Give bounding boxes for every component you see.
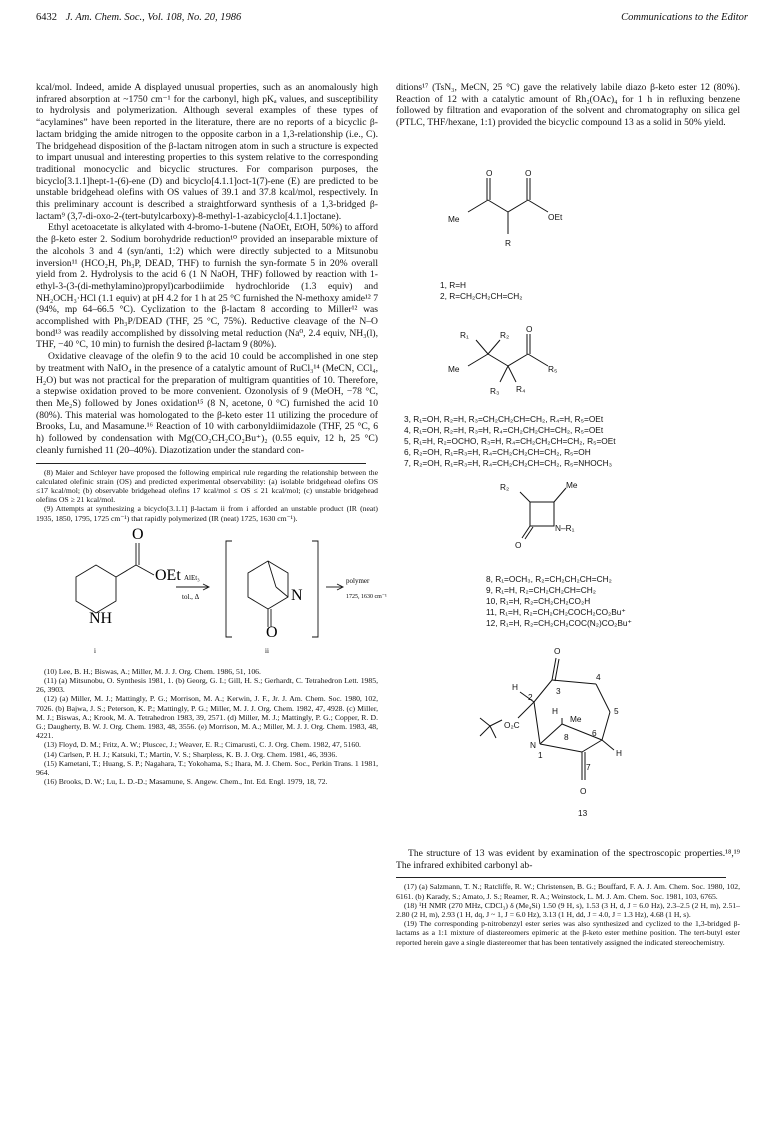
- compound-9-label: 9, R₁=H, R₂=CH₂CH₂CH=CH₂: [486, 585, 596, 595]
- struct1-label: 1, R=H: [440, 280, 467, 290]
- compound-7-label: 7, R₂=OH, R₁=R₃=H, R₄=CH₂CH₂CH=CH₂, R₅=NHOCH₃: [404, 458, 613, 468]
- section-title: Communications to the Editor: [621, 12, 748, 23]
- struct2-r1: R₁: [460, 330, 469, 340]
- structure-3-7: [440, 326, 640, 406]
- struct1-oet: OEt: [548, 212, 563, 222]
- s13-label: 13: [578, 808, 588, 818]
- compound-10-label: 10, R₁=H, R₂=CH₂CH₂CO₂H: [486, 596, 591, 606]
- compound-11-label: 11, R₁=H, R₂=CH₂CH₂COCH₂CO₂Bu⁺: [486, 607, 626, 617]
- s13-o-bottom: O: [580, 786, 587, 796]
- header-left: [36, 12, 241, 23]
- scheme-product: polymer: [346, 576, 370, 585]
- left-column: [36, 82, 387, 787]
- struct2-label-list: [404, 414, 744, 469]
- footnote-12: (12) (a) Miller, M. J.; Mattingly, P. G.; Morrison, M. A.; Kerwin, J. F., Jr. J. Am. Chem. Soc. 1980, 102, 7026. (b) Bajwa, J. S.; Peterson, K. P.; Mattingly, P. G.; Miller, M. J. J. Org. Chem. 1982, 47, 4928. (c) Miller, M. J.; Biswas, A.; Krook, M. A. Tetrahedron 1983, 39, 2571. (d) Miller, M. J.; Mattingly, P. G.; Copper, R. D. G.; Daugherty, B. W. J. Org. Chem. 1983, 48, 3556. (e) Morrison, M. A.; Miller, M. J. J. Org. Chem. 1983, 48, 4221.: [36, 694, 378, 741]
- footnote-15: (15) Kametani, T.; Huang, S. P.; Nagahara, T.; Yokohama, S.; Ihara, M. J. Chem. Soc., Perkin Trans. 1 1981, 964.: [36, 758, 378, 777]
- struct3-r2: R₂: [500, 482, 510, 492]
- compound-8-label: 8, R₁=OCH₃, R₂=CH₂CH₂CH=CH₂: [486, 574, 612, 584]
- s13-n8: 8: [564, 732, 569, 742]
- footnote-13: (13) Floyd, D. M.; Fritz, A. W.; Pluscec, J.; Weaver, E. R.; Cimarusti, C. J. Org. Chem. 1982, 47, 5160.: [44, 740, 361, 750]
- scheme-ii-o: O: [266, 623, 278, 641]
- scheme-label-ii: ii: [265, 646, 269, 655]
- page-number: 6432: [36, 12, 57, 23]
- paragraph-3: Oxidative cleavage of the olefin 9 to the acid 10 could be accomplished in one step by treatment with NaIO₄ in the presence of a catalytic amount of RuCl₃¹⁴ (MeCN, CCl₄, H₂O) but was not practical for the preparation of multigram quantities of 10. Therefore, a stepwise oxidation proved to be more convenient. Ozonolysis of 9 (MeOH, −78 °C, then Me₂S) followed by Jones oxidation¹⁵ (8 N, acetone, 0 °C) furnished the acid 10 (80%). This material was homologated to the β-keto ester 11 utilizing the procedure of Brooks, Lu, and Masamune.¹⁶ Reaction of 10 with carbonyldiimidazole (THF, 25 °C, 6 h) followed by condensation with Mg(CO₂CH₂CO₂Bu⁺)₂ (0.55 equiv, 12 h, 25 °C) cleanly furnished 11 (20–40%). Diazotization under the standard con-: [36, 351, 378, 456]
- struct2-r2: R₂: [500, 330, 510, 340]
- compound-5-label: 5, R₁=H, R₂=OCHO, R₃=H, R₄=CH₂CH₂CH=CH₂, R₅=OEt: [404, 436, 616, 446]
- s13-n: N: [530, 740, 536, 750]
- scheme-svg: [36, 525, 387, 667]
- structure-8-12-svg: [500, 476, 620, 556]
- struct2-o: O: [526, 324, 533, 334]
- footnotes-bottom: [36, 667, 378, 787]
- s13-o-top: O: [554, 646, 561, 656]
- paragraph-right-2: The structure of 13 was evident by examination of the spectroscopic properties.¹⁸,¹⁹ The infrared exhibited carbonyl ab-: [396, 848, 740, 871]
- right-column: [396, 82, 740, 129]
- s13-n3: 3: [556, 686, 561, 696]
- struct2-r5: R₅: [548, 364, 558, 374]
- compound-4-label: 4, R₁=OH, R₂=H, R₃=H, R₄=CH₂CH₂CH=CH₂, R₅=OEt: [404, 425, 604, 435]
- structure-8-12: [500, 476, 620, 556]
- struct1-o-ketone: O: [486, 168, 493, 178]
- compound-6-label: 6, R₂=OH, R₁=R₃=H, R₄=CH₂CH₂CH=CH₂, R₅=OH: [404, 447, 591, 457]
- journal-citation: J. Am. Chem. Soc., Vol. 108, No. 20, 1986: [65, 12, 242, 23]
- structure-13-svg: [446, 640, 696, 824]
- right-body-text-top: [396, 82, 740, 129]
- struct2-me: Me: [448, 364, 460, 374]
- structure-1-2: [440, 168, 640, 276]
- footnotes-top: [36, 468, 378, 523]
- struct1-me: Me: [448, 214, 460, 224]
- footnote-divider: [36, 463, 366, 464]
- scheme-reagent-top: AlEt₃: [184, 573, 200, 582]
- paragraph-1: kcal/mol. Indeed, amide A displayed unusual properties, such as an anomalously high infrared absorption at ~1750 cm⁻¹ for the carbonyl, high pKₐ values, and susceptibility to hydrolysis and polymerization. Although several examples of these types of “acylamines” have been reported in the literature, there are no reports of a bicyclic β-lactam bridging the amide nitrogen to the opposite carbon in a 1,3-relationship (i.e., C). The bridgehead disposition of the β-lactam nitrogen atom in such a structure is expected to impart unusual and interesting properties to this system relative to the corresponding traditional monocyclic and bicyclic structures. For comparison purposes, the bicyclo[3.1.1]hept-1-(6)-ene (D) and bicyclo[4.1.1]oct-1(7)-ene (E) are predicted to be unstable bridgehead olefins with OS values of 39.1 and 37.8 kcal/mol, respectively. In this preliminary account is described a straightforward synthesis of a 1,3-bridged β-lactam⁹ (3,7-di-oxo-2-(tert-butylcarboxy)-8-methyl-1-azabicyclo[4.1.1]octane).: [36, 82, 378, 222]
- s13-h-right: H: [616, 748, 622, 758]
- s13-n1: 1: [538, 750, 543, 760]
- footnote-11: (11) (a) Mitsunobu, O. Synthesis 1981, 1. (b) Georg, G. I.; Gill, H. S.; Gerhardt, C. Tetrahedron Lett. 1985, 26, 3903.: [36, 675, 378, 695]
- struct2-r4: R₄: [516, 384, 526, 394]
- footnote-18: (18) ¹H NMR (270 MHz, CDCl₃) δ (Me₄Si) 1.50 (9 H, s), 1.53 (3 H, d, J = 6.0 Hz), 2.3–2.5 (2 H, m), 2.51–2.80 (2 H, m), 2.93 (1 H, dq, J ~ 1, J = 6.0 Hz), 3.13 (1 H, dd, J = 4.0, J = 1.3 Hz), 4.68 (1 H, s).: [396, 900, 740, 920]
- footnote-10: (10) Lee, B. H.; Biswas, A.; Miller, M. J. J. Org. Chem. 1986, 51, 106.: [44, 666, 261, 676]
- s13-h-left: H: [512, 682, 518, 692]
- struct2-r3: R₃: [490, 386, 500, 396]
- footnote-9: (9) Attempts at synthesizing a bicyclo[3.1.1] β-lactam ii from i afforded an unstable product (IR (neat) 1935, 1850, 1795, 1725 cm⁻¹) that rapidly polymerized (IR (neat) 1725, 1630 cm⁻¹).: [36, 504, 378, 523]
- compound-12-label: 12, R₁=H, R₂=CH₂CH₂COC(N₂)CO₂Bu⁺: [486, 618, 632, 628]
- right-footnote-divider: [396, 877, 726, 878]
- s13-n4: 4: [596, 672, 601, 682]
- compound-3-label: 3, R₁=OH, R₂=H, R₃=CH₂CH₂CH=CH₂, R₄=H, R₅=OEt: [404, 414, 604, 424]
- scheme-label-i: i: [94, 646, 96, 655]
- s13-n2: 2: [528, 692, 533, 702]
- structure-3-7-svg: [440, 326, 640, 406]
- right-body-text-bottom: [396, 848, 740, 871]
- footnote-scheme: [36, 525, 387, 667]
- struct2-label: 2, R=CH₂CH₂CH=CH₂: [440, 291, 523, 301]
- scheme-reagent-bottom: tol., Δ: [182, 592, 200, 601]
- right-footnotes: [396, 882, 740, 946]
- page-header: [36, 12, 748, 28]
- s13-h-mid: H: [552, 706, 558, 716]
- structure-13: [446, 640, 696, 824]
- footnote-8: (8) Maier and Schleyer have proposed the following empirical rule regarding the relationship between the calculated olefinic strain (OS) and predicted experimental observability: (a) isolable bridgehead olefins OS ≤17 kcal/mol; (b) observable bridgehead olefins 17 kcal/mol ≤ OS ≤ 21 kcal/mol; (c) unstable bridgehead olefins OS ≥ 21 kcal/mol.: [36, 467, 378, 505]
- s13-n6: 6: [592, 728, 597, 738]
- footnote-19: (19) The corresponding p-nitrobenzyl ester series was also synthesized and cyclized to the 1,3-bridged β-lactams as a 1:1 mixture of diastereomers epimeric at the β-keto ester methine position. The tert-butyl ester reported herein gave a single diastereomer that has been tentatively assigned the indicated stereochemistry.: [396, 919, 740, 947]
- scheme-n: N: [291, 586, 303, 604]
- footnote-17: (17) (a) Salzmann, T. N.; Ratcliffe, R. W.; Christensen, B. G.; Bouffard, F. A. J. Am. Chem. Soc. 1980, 102, 6161. (b) Karady, S.; Amato, J. S.; Reamer, R. A.; Weinstock, L. M. J. Am. Chem. Soc. 1981, 103, 6765.: [396, 882, 740, 901]
- scheme-nh: NH: [89, 609, 113, 627]
- paragraph-2: Ethyl acetoacetate is alkylated with 4-bromo-1-butene (NaOEt, EtOH, 50%) to afford the β-keto ester 2. Sodium borohydride reduction¹⁰ provided an inseparable mixture of the alcohols 3 and 4 (syn/anti, 1:2) which were directly subjected to a Mitsunobu inversion¹¹ (HCO₂H, Ph₃P, DEAD, THF) to furnish the syn-formate 5 in 20% overall yield from 2. Hydrolysis to the acid 6 (1 N NaOH, THF) followed by reaction with 1-ethyl-3-(3-(di-methylamino)propyl)carbodiimide hydrochloride (1.3 equiv) and NH₂OCH₃·HCl (1.1 equiv) at pH 4.2 for 1 h at 25 °C furnished the N-methoxy amide¹² 7 (94%, mp 64–66.5 °C). Cyclization to the β-lactam 8 according to Miller¹² was accomplished with Ph₃P/DEAD (THF, 25 °C, 75%). Reductive cleavage of the N–O bond¹³ was readily accomplished by dissolving metal reduction (Na⁰, 2.4 equiv, NH₃(l), THF, −40 °C, 10 min) to furnish the desired β-lactam 9 (80%).: [36, 222, 378, 351]
- s13-me: Me: [570, 714, 582, 724]
- s13-n5: 5: [614, 706, 619, 716]
- s13-o2c: O₂C: [504, 720, 520, 730]
- struct1-label-list: [440, 280, 740, 302]
- left-body-text: [36, 82, 378, 457]
- struct3-label-list: [486, 574, 746, 629]
- right-column-bottom: [396, 848, 740, 947]
- scheme-oet: OEt: [155, 566, 181, 584]
- struct3-o: O: [515, 540, 522, 550]
- footnote-14: (14) Carlsen, P. H. J.; Katsuki, T.; Martin, V. S.; Sharpless, K. B. J. Org. Chem. 1981, 46, 3936.: [44, 749, 338, 759]
- scheme-product-ir: 1725, 1630 cm⁻¹: [346, 593, 387, 600]
- struct1-o-ester: O: [525, 168, 532, 178]
- structure-1-2-svg: [440, 168, 640, 276]
- s13-n7: 7: [586, 762, 591, 772]
- struct3-nr1: N–R₁: [555, 523, 575, 533]
- struct3-me: Me: [566, 480, 578, 490]
- scheme-carbonyl-o: O: [132, 525, 144, 543]
- struct1-r: R: [505, 238, 511, 248]
- paragraph-right-1: ditions¹⁷ (TsN₃, MeCN, 25 °C) gave the relatively labile diazo β-keto ester 12 (80%). Reaction of 12 with a catalytic amount of Rh₂(OAc)₄ for 1 h in refluxing benzene followed by filtration and evaporation of the solvent and chromatography on silica gel (PTLC, THF/hexane, 1:1) provided the bicyclic compound 13 as a solid in 50% yield.: [396, 82, 740, 129]
- footnote-16: (16) Brooks, D. W.; Lu, L. D.-D.; Masamune, S. Angew. Chem., Int. Ed. Engl. 1979, 18, 72.: [44, 777, 328, 787]
